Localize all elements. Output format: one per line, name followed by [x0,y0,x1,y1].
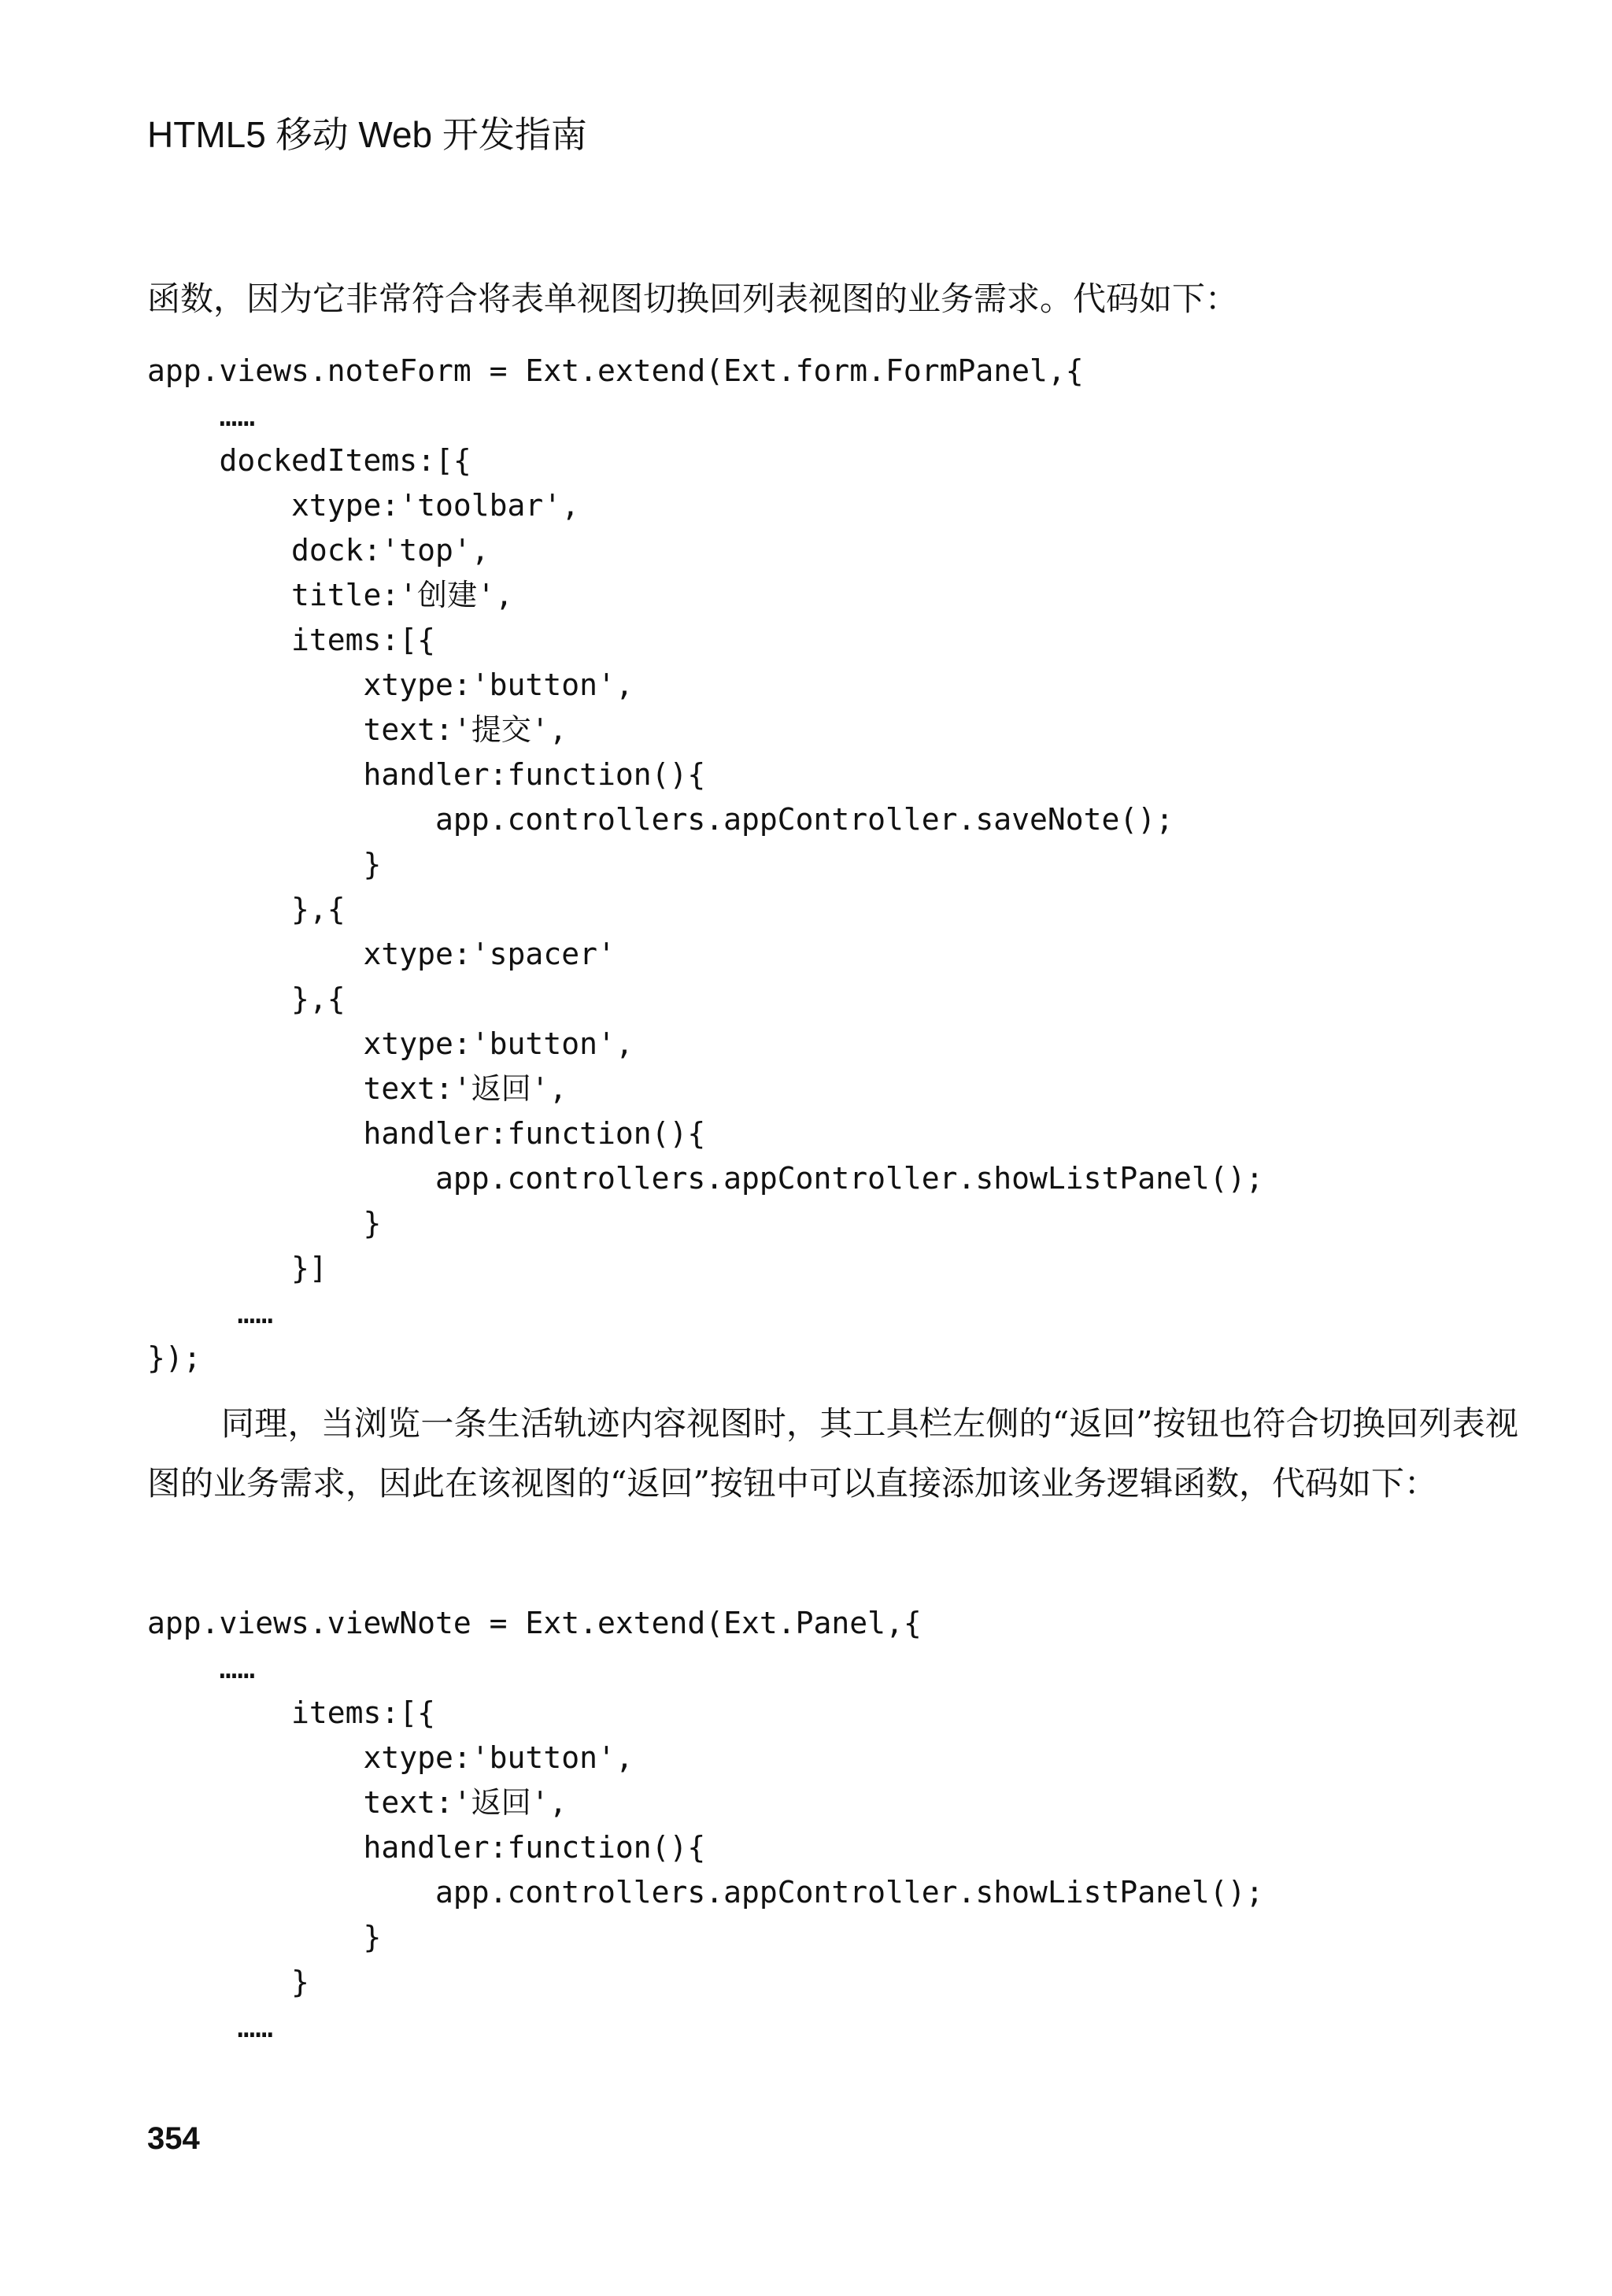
body-paragraph: 同理，当浏览一条生活轨迹内容视图时，其工具栏左侧的“返回”按钮也符合切换回列表视图的业务需求，因此在该视图的“返回”按钮中可以直接添加该业务逻辑函数，代码如下： [147,1404,1518,1503]
code-line: handler:function(){ [147,757,706,792]
code-line: items:[{ [147,1695,436,1730]
code-block-view-note [147,1601,1263,2050]
code-line: },{ [147,892,346,926]
code-line: items:[{ [147,623,436,657]
code-line: } [147,1920,382,1954]
code-line: title:'创建', [147,578,513,612]
code-line: …… [147,1651,256,1685]
page-number: 354 [147,2121,200,2156]
code-line: xtype:'spacer' [147,937,616,971]
code-line: text:'返回', [147,1785,568,1820]
code-line: xtype:'button', [147,1026,634,1061]
code-line: dockedItems:[{ [147,443,471,478]
code-block-note-form [147,349,1263,1381]
code-line: app.views.noteForm = Ext.extend(Ext.form.FormPanel,{ [147,353,1084,388]
code-line: …… [147,398,256,433]
code-line: } [147,1965,309,1999]
code-line: dock:'top', [147,533,490,568]
running-header-title: HTML5 移动 Web 开发指南 [147,114,587,155]
code-line: …… [147,2009,274,2044]
code-line: text:'返回', [147,1071,568,1106]
code-line: }); [147,1340,202,1375]
code-line: },{ [147,982,346,1016]
code-line: …… [147,1296,274,1330]
code-line: } [147,1206,382,1240]
code-line: handler:function(){ [147,1116,706,1151]
code-line: }] [147,1251,327,1285]
code-line: xtype:'toolbar', [147,488,580,523]
code-line: app.views.viewNote = Ext.extend(Ext.Panel,{ [147,1606,922,1640]
code-line: text:'提交', [147,712,568,747]
code-line: xtype:'button', [147,667,634,702]
code-line: xtype:'button', [147,1740,634,1775]
code-line: app.controllers.appController.showListPanel(); [147,1161,1264,1196]
code-line: handler:function(){ [147,1830,706,1865]
intro-text: 函数，因为它非常符合将表单视图切换回列表视图的业务需求。代码如下： [147,279,1239,318]
code-line: } [147,847,382,882]
code-line: app.controllers.appController.showListPanel(); [147,1875,1264,1910]
code-line: app.controllers.appController.saveNote(); [147,802,1174,837]
